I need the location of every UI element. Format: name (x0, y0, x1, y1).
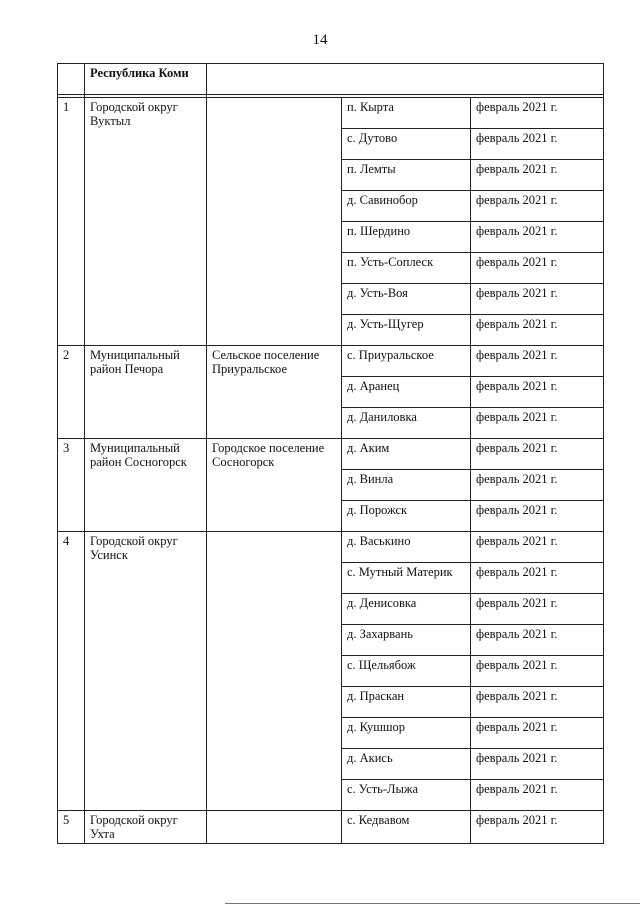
group-number: 1 (58, 98, 85, 346)
date-cell: февраль 2021 г. (471, 501, 604, 532)
page-edge-line (225, 903, 640, 904)
locality-name: с. Щельябож (342, 656, 471, 687)
district-name: Городской округ Вуктыл (85, 98, 207, 346)
date-cell: февраль 2021 г. (471, 656, 604, 687)
locality-name: д. Аким (342, 439, 471, 470)
date-cell: февраль 2021 г. (471, 315, 604, 346)
date-cell: февраль 2021 г. (471, 98, 604, 129)
group-number: 5 (58, 811, 85, 844)
table-row (58, 532, 604, 563)
table-row (58, 811, 604, 844)
date-cell: февраль 2021 г. (471, 222, 604, 253)
locality-name: д. Даниловка (342, 408, 471, 439)
header-num-cell (58, 64, 85, 95)
date-cell: февраль 2021 г. (471, 749, 604, 780)
date-cell: февраль 2021 г. (471, 625, 604, 656)
date-cell: февраль 2021 г. (471, 129, 604, 160)
locality-name: с. Кедвавом (342, 811, 471, 844)
settlement-name (207, 811, 342, 844)
date-cell: февраль 2021 г. (471, 594, 604, 625)
group-number: 2 (58, 346, 85, 439)
district-name: Муниципальный район Сосногорск (85, 439, 207, 532)
date-cell: февраль 2021 г. (471, 718, 604, 749)
group-number: 4 (58, 532, 85, 811)
locality-name: д. Порожск (342, 501, 471, 532)
date-cell: февраль 2021 г. (471, 160, 604, 191)
locality-name: д. Захарвань (342, 625, 471, 656)
date-cell: февраль 2021 г. (471, 284, 604, 315)
region-title: Республика Коми (85, 64, 207, 95)
locality-name: д. Акись (342, 749, 471, 780)
date-cell: февраль 2021 г. (471, 253, 604, 284)
locality-name: п. Усть-Соплеск (342, 253, 471, 284)
header-empty-cell (207, 64, 604, 95)
locality-name: с. Усть-Лыжа (342, 780, 471, 811)
settlements-table (57, 63, 604, 844)
date-cell: февраль 2021 г. (471, 439, 604, 470)
date-cell: февраль 2021 г. (471, 532, 604, 563)
date-cell: февраль 2021 г. (471, 408, 604, 439)
date-cell: февраль 2021 г. (471, 346, 604, 377)
locality-name: п. Кырта (342, 98, 471, 129)
header-row (58, 64, 604, 95)
locality-name: д. Савинобор (342, 191, 471, 222)
district-name: Муниципальный район Печора (85, 346, 207, 439)
settlement-name (207, 532, 342, 811)
date-cell: февраль 2021 г. (471, 191, 604, 222)
settlement-name (207, 98, 342, 346)
table-row (58, 346, 604, 377)
district-name: Городской округ Усинск (85, 532, 207, 811)
group-number: 3 (58, 439, 85, 532)
table-row (58, 439, 604, 470)
locality-name: д. Денисовка (342, 594, 471, 625)
date-cell: февраль 2021 г. (471, 563, 604, 594)
locality-name: с. Мутный Материк (342, 563, 471, 594)
locality-name: д. Усть-Щугер (342, 315, 471, 346)
locality-name: п. Шердино (342, 222, 471, 253)
locality-name: п. Лемты (342, 160, 471, 191)
date-cell: февраль 2021 г. (471, 811, 604, 844)
date-cell: февраль 2021 г. (471, 470, 604, 501)
locality-name: с. Приуральское (342, 346, 471, 377)
page-number: 14 (312, 32, 328, 48)
date-cell: февраль 2021 г. (471, 377, 604, 408)
locality-name: д. Аранец (342, 377, 471, 408)
locality-name: д. Кушшор (342, 718, 471, 749)
locality-name: д. Васькино (342, 532, 471, 563)
locality-name: д. Винла (342, 470, 471, 501)
settlement-name: Городское поселение Сосногорск (207, 439, 342, 532)
locality-name: д. Усть-Воя (342, 284, 471, 315)
settlement-name: Сельское поселение Приуральское (207, 346, 342, 439)
date-cell: февраль 2021 г. (471, 687, 604, 718)
date-cell: февраль 2021 г. (471, 780, 604, 811)
locality-name: с. Дутово (342, 129, 471, 160)
district-name: Городской округ Ухта (85, 811, 207, 844)
table-row (58, 98, 604, 129)
locality-name: д. Праскан (342, 687, 471, 718)
